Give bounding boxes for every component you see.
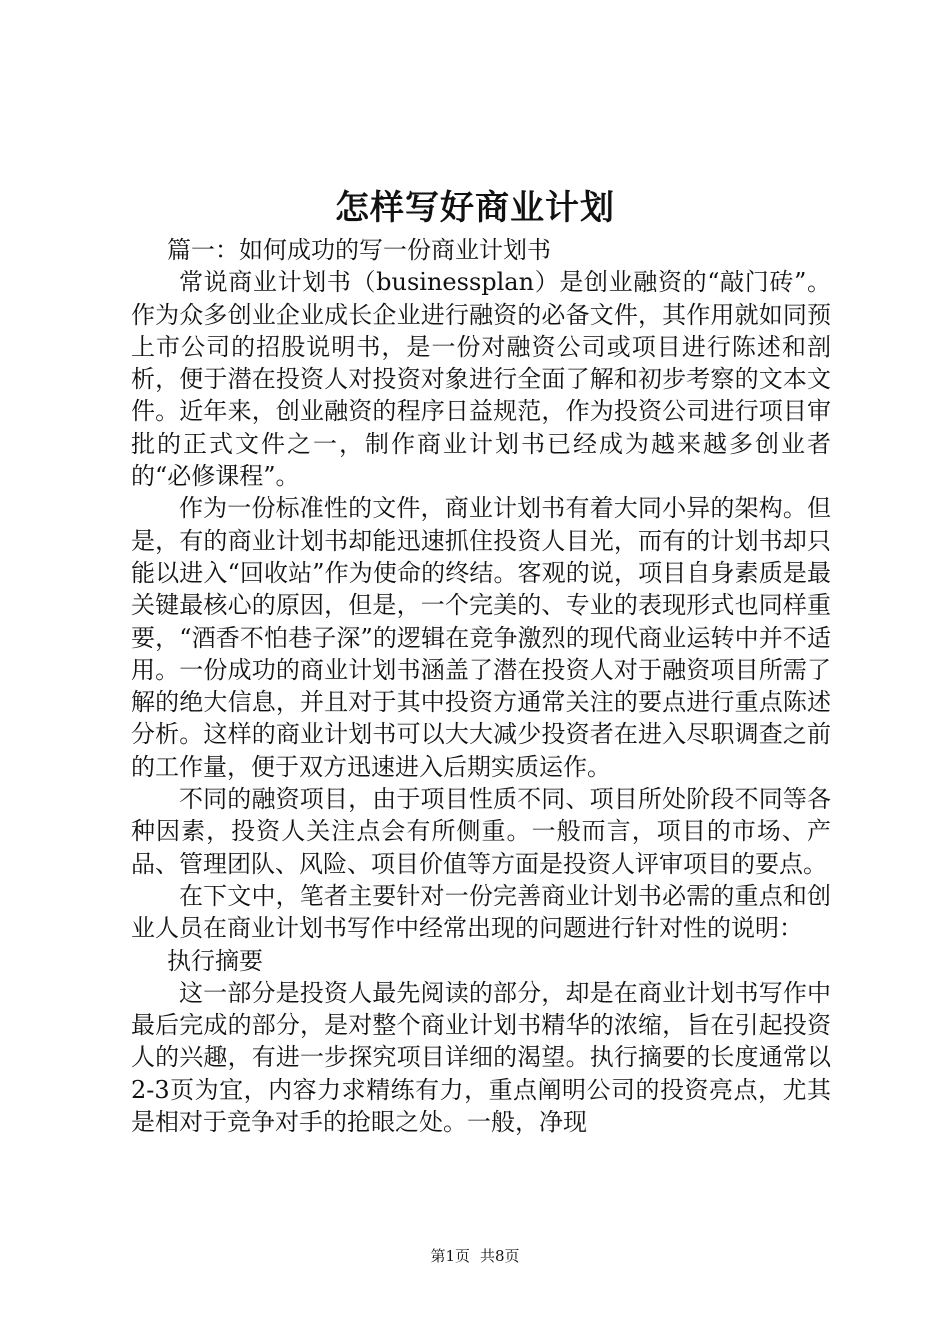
document-title: 怎样写好商业计划	[335, 188, 615, 228]
paragraph: 在下文中，笔者主要针对一份完善商业计划书必需的重点和创业人员在商业计划书写作中经常出现的问题进行针对性的说明：	[131, 881, 831, 943]
paragraph: 不同的融资项目，由于项目性质不同、项目所处阶段不同等各种因素，投资人关注点会有所侧重。一般而言，项目的市场、产品、管理团队、风险、项目价值等方面是投资人评审项目的要点。	[131, 785, 831, 878]
page-number: 第1页	[430, 1247, 470, 1265]
page-footer	[0, 1246, 950, 1266]
paragraph: 常说商业计划书（businessplan）是创业融资的“敲门砖”。作为众多创业企业成长企业进行融资的必备文件，其作用就如同预上市公司的招股说明书，是一份对融资公司或项目进行陈述和剖析，便于潜在投资人对投资对象进行全面了解和初步考察的文本文件。近年来，创业融资的程序日益规范，作为投资公司进行项目审批的正式文件之一，制作商业计划书已经成为越来越多创业者的“必修课程”。	[131, 268, 831, 491]
page-count: 共8页	[480, 1247, 520, 1265]
section-heading: 执行摘要	[167, 946, 263, 975]
paragraph: 这一部分是投资人最先阅读的部分，却是在商业计划书写作中最后完成的部分，是对整个商业计划书精华的浓缩，旨在引起投资人的兴趣，有进一步探究项目详细的渴望。执行摘要的长度通常以2-3页为宜，内容力求精练有力，重点阐明公司的投资亮点，尤其是相对于竞争对手的抢眼之处。一般，净现	[131, 978, 831, 1137]
document-body	[131, 234, 831, 1138]
section-heading: 篇一：如何成功的写一份商业计划书	[167, 236, 551, 264]
paragraph: 作为一份标准性的文件，商业计划书有着大同小异的架构。但是，有的商业计划书却能迅速抓住投资人目光，而有的计划书却只能以进入“回收站”作为使命的终结。客观的说，项目自身素质是最关键最核心的原因，但是，一个完美的、专业的表现形式也同样重要，“酒香不怕巷子深”的逻辑在竞争激烈的现代商业运转中并不适用。一份成功的商业计划书涵盖了潜在投资人对于融资项目所需了解的绝大信息，并且对于其中投资方通常关注的要点进行重点陈述分析。这样的商业计划书可以大大减少投资者在进入尽职调查之前的工作量，便于双方迅速进入后期实质运作。	[131, 494, 831, 781]
